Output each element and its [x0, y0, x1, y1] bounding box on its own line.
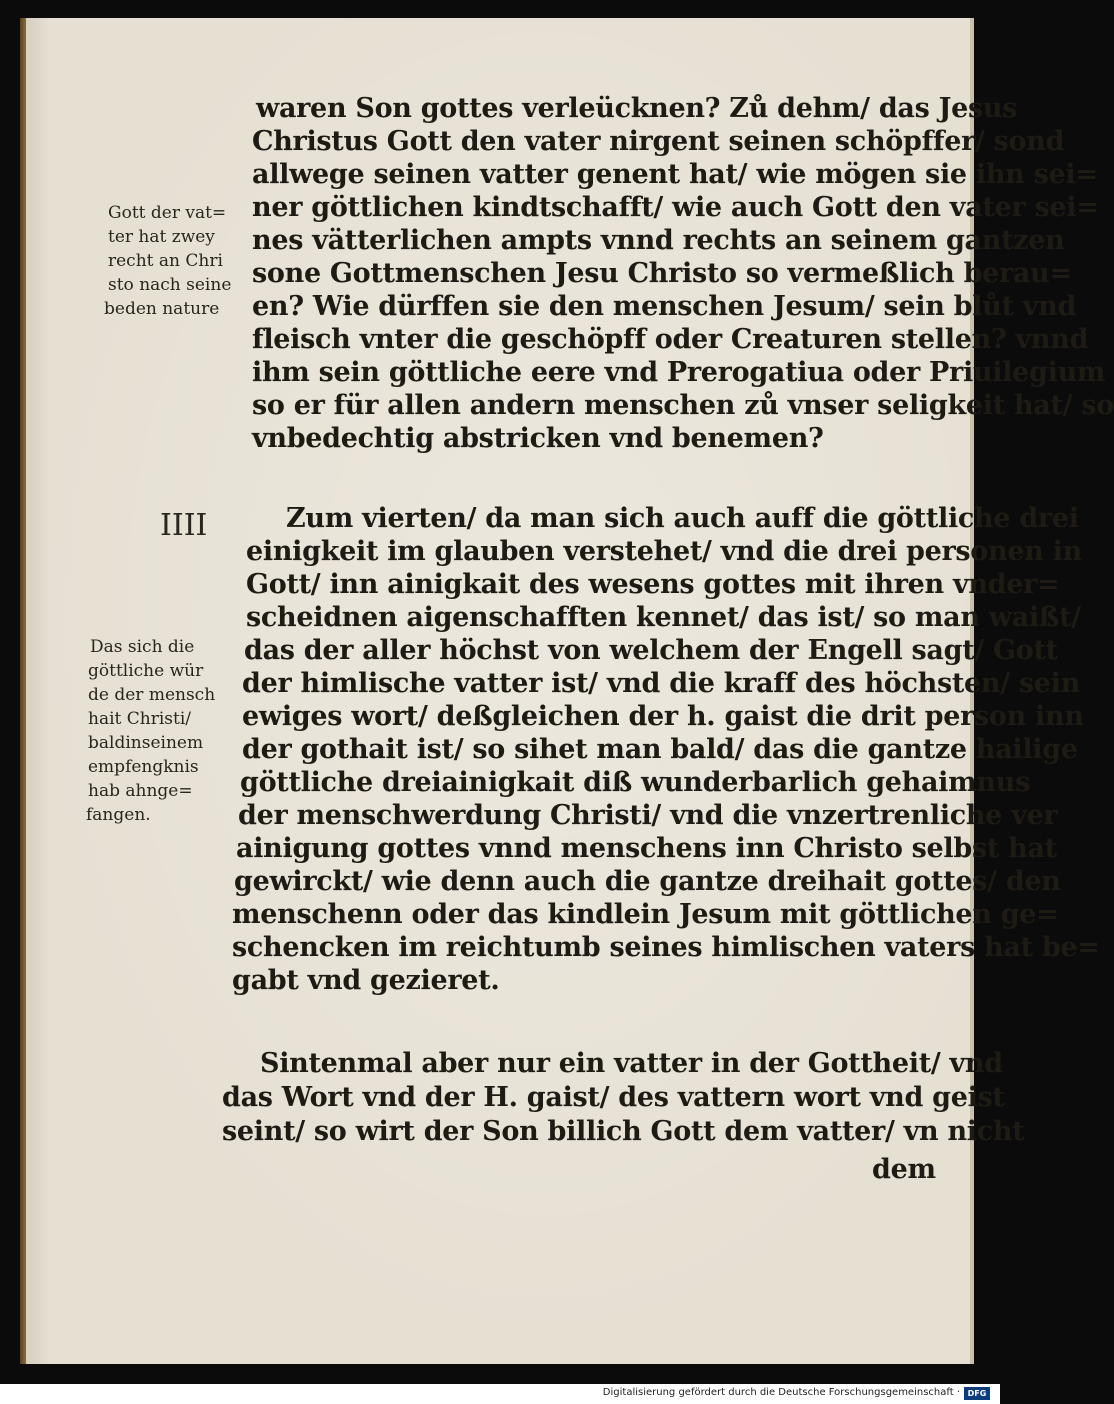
- paragraph1-line: so er für allen andern menschen zů vnser seligkeit hat/ so: [252, 390, 1114, 421]
- catchword: dem: [872, 1154, 936, 1185]
- paragraph1-line: vnbedechtig abstricken vnd benemen?: [252, 423, 824, 454]
- marginal-gloss-line: hab ahnge=: [88, 781, 193, 801]
- paragraph2-line: das der aller höchst von welchem der Engell sagt/ Gott: [244, 635, 1058, 666]
- marginal-gloss-line: empfengknis: [88, 757, 199, 777]
- paragraph2-line: der menschwerdung Christi/ vnd die vnzertrenliche ver: [238, 800, 1058, 831]
- paragraph1-line: fleisch vnter die geschöpff oder Creaturen stellen? vnnd: [252, 324, 1089, 355]
- marginal-gloss-line: sto nach seine: [108, 275, 232, 295]
- marginal-gloss-line: göttliche wür: [88, 661, 204, 681]
- paragraph2-line: ainigung gottes vnnd menschens inn Christo selbst hat: [236, 833, 1057, 864]
- paragraph1-line: waren Son gottes verleücknen? Zů dehm/ das Jesus: [256, 93, 1018, 124]
- marginal-gloss-line: fangen.: [86, 805, 151, 825]
- paragraph2-line: einigkeit im glauben verstehet/ vnd die drei personen in: [246, 536, 1082, 567]
- digitization-footer: [0, 1384, 1000, 1404]
- paragraph1-line: ihm sein göttliche eere vnd Prerogatiua oder Priuilegium: [252, 357, 1106, 388]
- paragraph2-line: Gott/ inn ainigkait des wesens gottes mit ihren vnder=: [246, 569, 1060, 600]
- paragraph2-line: gabt vnd gezieret.: [232, 965, 500, 996]
- marginal-gloss-line: hait Christi/: [88, 709, 191, 729]
- paragraph2-line: der gothait ist/ so sihet man bald/ das die gantze hailige: [242, 734, 1078, 765]
- marginal-gloss-line: ter hat zwey: [108, 227, 215, 247]
- page-binding-edge: [20, 18, 26, 1364]
- paragraph2-line: scheidnen aigenschafften kennet/ das ist/ so man waißt/: [246, 602, 1081, 633]
- marginal-gloss-line: Das sich die: [90, 637, 195, 657]
- section-numeral: IIII: [160, 508, 208, 543]
- paragraph2-line: menschenn oder das kindlein Jesum mit göttlichen ge=: [232, 899, 1059, 930]
- paragraph2-line: göttliche dreiainigkait diß wunderbarlich gehaimnus: [240, 767, 1030, 798]
- book-page: [20, 18, 1114, 1364]
- funding-credit: Digitalisierung gefördert durch die Deutsche Forschungsgemeinschaft ·: [602, 1387, 960, 1398]
- paragraph2-line: ewiges wort/ deßgleichen der h. gaist die drit person inn: [242, 701, 1084, 732]
- paragraph1-line: ner göttlichen kindtschafft/ wie auch Gott den vater sei=: [252, 192, 1099, 223]
- marginal-gloss-line: recht an Chri: [108, 251, 223, 271]
- paragraph2-line: gewirckt/ wie denn auch die gantze dreihait gottes/ den: [234, 866, 1061, 897]
- dfg-logo: DFG: [964, 1387, 990, 1400]
- marginal-gloss-line: Gott der vat=: [108, 203, 227, 223]
- marginal-gloss-line: beden nature: [104, 299, 220, 319]
- paragraph2-line: der himlische vatter ist/ vnd die kraff des höchsten/ sein: [242, 668, 1080, 699]
- paragraph3-line: das Wort vnd der H. gaist/ des vattern wort vnd geist: [222, 1082, 1005, 1113]
- paragraph2-line: Zum vierten/ da man sich auch auff die göttliche drei: [286, 503, 1079, 534]
- paragraph3-line: Sintenmal aber nur ein vatter in der Gottheit/ vnd: [260, 1048, 1003, 1079]
- paragraph1-line: en? Wie dürffen sie den menschen Jesum/ sein blůt vnd: [252, 291, 1077, 322]
- marginal-gloss-line: de der mensch: [88, 685, 216, 705]
- paragraph3-line: seint/ so wirt der Son billich Gott dem vatter/ vn nicht: [222, 1116, 1025, 1147]
- paragraph1-line: sone Gottmenschen Jesu Christo so vermeßlich berau=: [252, 258, 1072, 289]
- paragraph2-line: schencken im reichtumb seines himlischen vaters hat be=: [232, 932, 1100, 963]
- marginal-gloss-line: baldinseinem: [88, 733, 204, 753]
- paragraph1-line: nes vätterlichen ampts vnnd rechts an seinem gantzen: [252, 225, 1065, 256]
- paragraph1-line: allwege seinen vatter genent hat/ wie mögen sie ihn sei=: [252, 159, 1098, 190]
- paragraph1-line: Christus Gott den vater nirgent seinen schöpffer/ sond: [252, 126, 1065, 157]
